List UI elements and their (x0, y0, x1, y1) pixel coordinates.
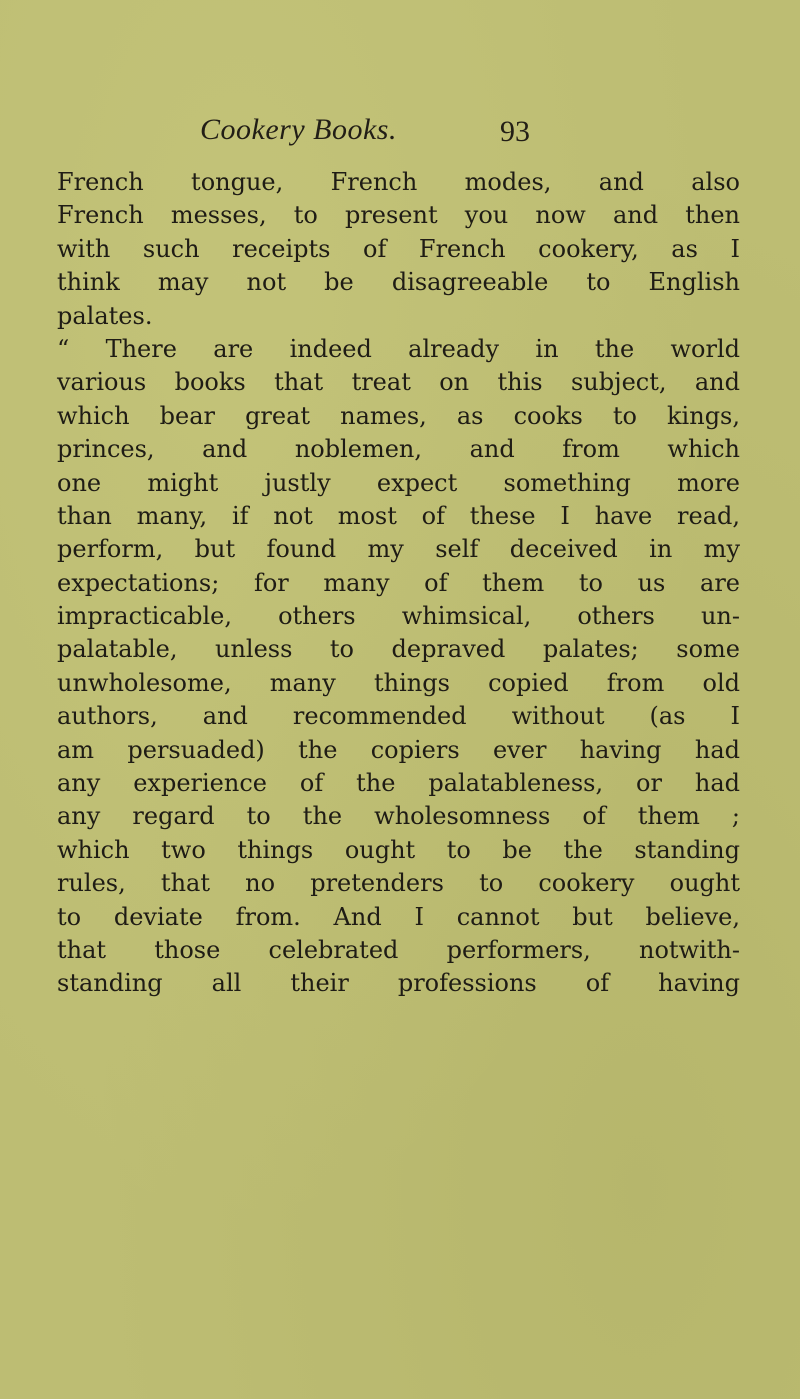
text-line: rules, that no pretenders to cookery ought (57, 869, 740, 898)
text-line: think may not be disagreeable to English (57, 268, 740, 297)
text-line: any experience of the palatableness, or had (57, 769, 740, 798)
body-text (57, 166, 740, 1001)
text-line: “ There are indeed already in the world (57, 334, 740, 363)
text-line: any regard to the wholesomness of them ; (57, 802, 740, 831)
text-line: that those celebrated performers, notwith- (57, 935, 740, 964)
running-head (0, 113, 800, 153)
text-line: expectations; for many of them to us are (57, 568, 740, 597)
text-line: standing all their professions of having (57, 969, 740, 998)
text-line: perform, but found my self deceived in my (57, 535, 740, 564)
text-line: authors, and recommended without (as I (57, 702, 740, 731)
text-line: impracticable, others whimsical, others un- (57, 602, 740, 631)
text-line: French messes, to present you now and then (57, 201, 740, 230)
text-line: than many, if not most of these I have read, (57, 501, 740, 530)
text-line: with such receipts of French cookery, as I (57, 234, 740, 263)
text-line: princes, and noblemen, and from which (57, 435, 740, 464)
text-line: palates. (57, 301, 153, 330)
text-line: one might justly expect something more (57, 468, 740, 497)
text-line: palatable, unless to depraved palates; some (57, 635, 740, 664)
text-line: am persuaded) the copiers ever having had (57, 735, 740, 764)
running-title: Cookery Books. (200, 113, 397, 146)
text-line: French tongue, French modes, and also (57, 168, 740, 196)
text-line: to deviate from. And I cannot but believe, (57, 902, 740, 931)
page-number: 93 (500, 115, 530, 148)
text-line: which bear great names, as cooks to kings, (57, 401, 740, 430)
text-line: which two things ought to be the standing (57, 835, 740, 864)
text-line: various books that treat on this subject, and (57, 368, 740, 397)
text-line: unwholesome, many things copied from old (57, 668, 740, 697)
